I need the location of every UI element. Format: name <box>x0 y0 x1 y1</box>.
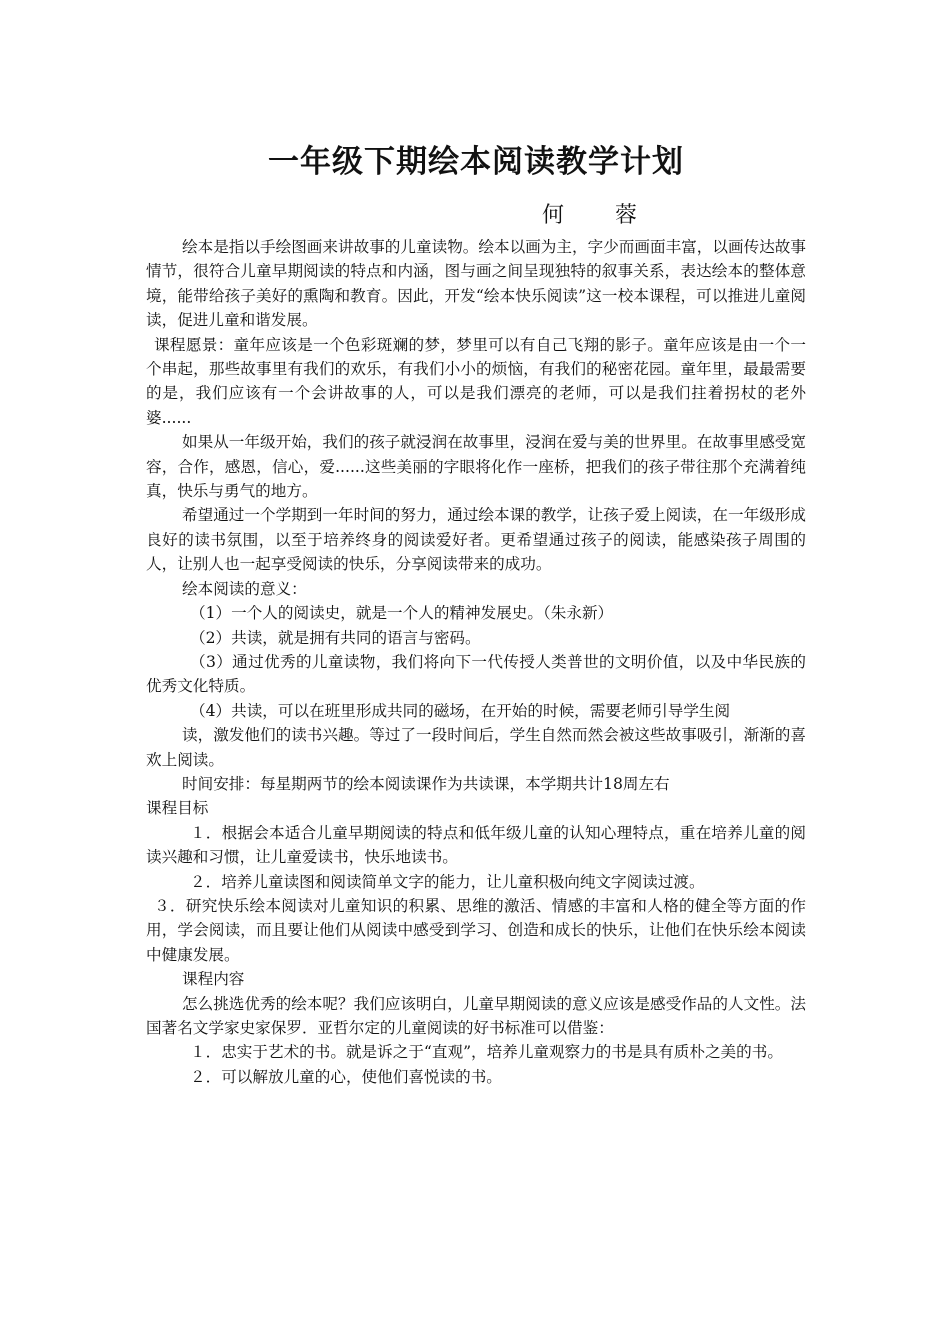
paragraph: 希望通过一个学期到一年时间的努力，通过绘本课的教学，让孩子爱上阅读，在一年级形成良好的读书氛围，以至于培养终身的阅读爱好者。更希望通过孩子的阅读，能感染孩子周围的人，让别人也一起享受阅读的快乐，分享阅读带来的成功。 <box>146 506 806 574</box>
document-title: 一年级下期绘本阅读教学计划 <box>268 144 684 180</box>
list-item: １．根据会本适合儿童早期阅读的特点和低年级儿童的认知心理特点，重在培养儿童的阅读兴趣和习惯，让儿童爱读书，快乐地读书。 <box>146 823 806 867</box>
paragraph: 如果从一年级开始，我们的孩子就浸润在故事里，浸润在爱与美的世界里。在故事里感受宽容，合作，感恩，信心，爱......这些美丽的字眼将化作一座桥，把我们的孩子带往那个充满着纯真，快乐与勇气的地方。 <box>146 433 806 501</box>
paragraph: 怎么挑选优秀的绘本呢？我们应该明白，儿童早期阅读的意义应该是感受作品的人文性。法国著名文学家史家保罗．亚哲尔定的儿童阅读的好书标准可以借鉴： <box>146 994 806 1037</box>
document-body <box>146 235 806 1089</box>
list-item: ３．研究快乐绘本阅读对儿童知识的积累、思维的激活、情感的丰富和人格的健全等方面的作用，学会阅读，而且要让他们从阅读中感受到学习、创造和成长的快乐，让他们在快乐绘本阅读中健康发展。 <box>146 896 806 964</box>
list-item: （1）一个人的阅读史，就是一个人的精神发展史。（朱永新） <box>190 604 614 623</box>
list-item: ２．可以解放儿童的心，使他们喜悦读的书。 <box>190 1067 502 1086</box>
section-heading: 绘本阅读的意义： <box>182 579 307 598</box>
paragraph: 读，激发他们的读书兴趣。等过了一段时间后，学生自然而然会被这些故事吸引，渐渐的喜欢上阅读。 <box>146 726 806 769</box>
list-item: （2）共读，就是拥有共同的语言与密码。 <box>190 628 481 647</box>
section-heading: 课程目标 <box>146 799 209 818</box>
paragraph: 绘本是指以手绘图画来讲故事的儿童读物。绘本以画为主，字少而画面丰富，以画传达故事情节，很符合儿童早期阅读的特点和内涵，图与画之间呈现独特的叙事关系，表达绘本的整体意境，能带给孩子美好的熏陶和教育。因此，开发“绘本快乐阅读”这一校本课程，可以推进儿童阅读，促进儿童和谐发展。 <box>146 238 806 330</box>
list-item: ２．培养儿童读图和阅读简单文字的能力，让儿童积极向纯文字阅读过渡。 <box>190 872 705 891</box>
section-heading: 课程内容 <box>182 970 245 989</box>
paragraph: 课程愿景：童年应该是一个色彩斑斓的梦，梦里可以有自己飞翔的影子。童年应该是由一个一个串起，那些故事里有我们的欢乐，有我们小小的烦恼，有我们的秘密花园。童年里，最最需要的是，我们应该有一个会讲故事的人，可以是我们漂亮的老师，可以是我们拄着拐杖的老外婆...... <box>146 335 806 427</box>
paragraph: 时间安排：每星期两节的绘本阅读课作为共读课，本学期共计18周左右 <box>182 774 670 793</box>
author-name: 何 蓉 <box>542 203 659 228</box>
list-item: １．忠实于艺术的书。就是诉之于“直观”，培养儿童观察力的书是具有质朴之美的书。 <box>190 1043 783 1062</box>
list-item: （3）通过优秀的儿童读物，我们将向下一代传授人类普世的文明价值，以及中华民族的优秀文化特质。 <box>146 652 806 696</box>
list-item: （4）共读，可以在班里形成共同的磁场，在开始的时候，需要老师引导学生阅 <box>190 701 731 720</box>
